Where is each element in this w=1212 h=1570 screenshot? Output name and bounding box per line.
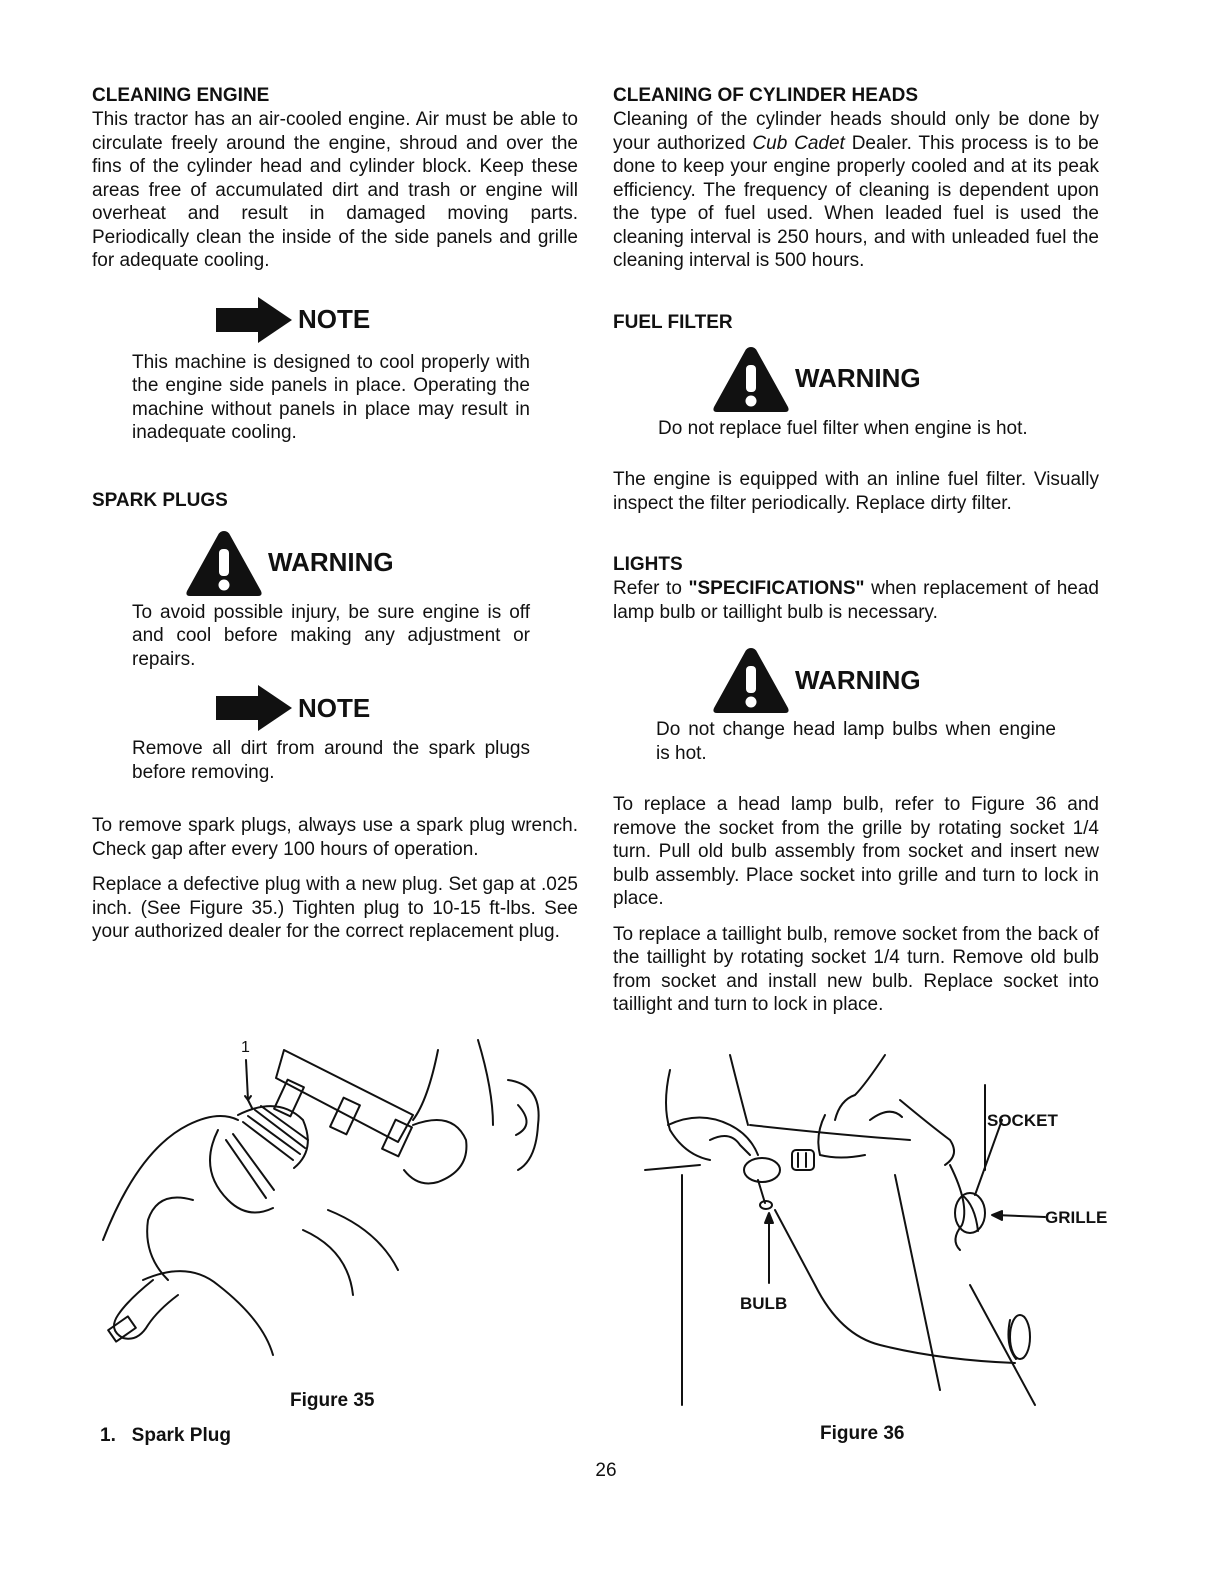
cylinder-heads-heading: CLEANING OF CYLINDER HEADS [613,85,919,106]
fuel-filter-heading: FUEL FILTER [613,311,733,333]
warning-callout [711,343,1099,415]
cylinder-heads-text-part: Dealer. This process is to be done to keep your engine properly cooled and at its peak efficiency. The frequency of cleaning is dependent upon the type of fuel used. When leaded fuel is used the cleaning interval is 250 hours, and with unleaded fuel the cleaning interval is 500 hours. [613,132,1099,271]
note-title: NOTE [298,304,371,334]
cylinder-heads-body [613,108,1099,273]
warning-triangle-icon [711,644,791,716]
warning-body: Do not replace fuel filter when engine is hot. [658,417,1028,439]
socket-label: SOCKET [987,1111,1058,1130]
note-body: This machine is designed to cool properly with the engine side panels in place. Operating the machine without panels in place may result in inadequate cooling. [132,351,530,443]
note-body: Remove all dirt from around the spark plugs before removing. [132,738,530,783]
page-number: 26 [595,1460,617,1481]
grille-label: GRILLE [1045,1208,1108,1227]
specifications-reference: "SPECIFICATIONS" [688,578,865,599]
fuel-filter-paragraph: The engine is equipped with an inline fuel filter. Visually inspect the filter periodically. Replace dirty filter. [613,469,1099,514]
note-title: NOTE [298,692,371,723]
figure-35-illustration [98,1030,568,1380]
lights-body [613,577,1099,624]
warning-callout [711,644,1099,716]
lights-text-part: when replacement of head lamp bulb or taillight bulb is necessary. [613,578,1099,623]
taillight-replacement-paragraph: To replace a taillight bulb, remove socket from the back of the taillight by rotating socket 1/4 turn. Remove old bulb from socket and install new bulb. Replace socket into taillight and turn to lock in place. [613,923,1099,1015]
note-arrow-icon [214,295,294,345]
note-callout [214,683,578,733]
warning-body: Do not change head lamp bulbs when engine is hot. [656,719,1056,764]
spark-plug-replacement-paragraph: Replace a defective plug with a new plug. Set gap at .025 inch. (See Figure 35.) Tighten plug to 10-15 ft-lbs. See your authorized dealer for the correct replacement plug. [92,874,578,942]
cub-cadet-brand: Cub Cadet [752,132,845,154]
warning-callout [184,527,578,599]
cleaning-engine-heading: CLEANING ENGINE [92,85,270,106]
figure-36-illustration [640,1045,1120,1410]
right-column [613,84,1099,1017]
lights-heading: LIGHTS [613,554,683,575]
spark-plugs-heading: SPARK PLUGS [92,489,228,511]
head-lamp-replacement-paragraph: To replace a head lamp bulb, refer to Figure 36 and remove the socket from the grille by rotating socket 1/4 turn. Pull old bulb assembly from socket and insert new bulb assembly. Place socket into grille and turn to lock in place. [613,794,1099,909]
cylinder-heads-text-part: Cleaning of the cylinder heads should only be done by your authorized [613,109,1099,154]
note-callout [214,295,578,345]
warning-triangle-icon [711,343,791,415]
figure-35-callout: 1 [241,1039,250,1056]
figure-35-legend: 1. Spark Plug [100,1425,231,1446]
cleaning-engine-body: This tractor has an air-cooled engine. Air must be able to circulate freely around the engine, shroud and over the fins of the cylinder head and cylinder block. Keep these areas free of accumulated dirt and trash or engine will overheat and result in damaged moving parts. Periodically clean the inside of the side panels and grille for adequate cooling. [92,109,578,271]
warning-triangle-icon [184,527,264,599]
left-column [92,84,578,944]
note-arrow-icon [214,683,294,733]
spark-plug-removal-paragraph: To remove spark plugs, always use a spark plug wrench. Check gap after every 100 hours of operation. [92,815,578,860]
warning-title: WARNING [795,664,921,695]
warning-body: To avoid possible injury, be sure engine is off and cool before making any adjustment or repairs. [132,601,530,670]
figure-36-caption: Figure 36 [820,1423,905,1444]
bulb-label: BULB [740,1294,788,1313]
warning-title: WARNING [795,363,921,393]
warning-title: WARNING [268,547,394,577]
lights-text-part: Refer to [613,578,689,599]
figure-35-caption: Figure 35 [290,1390,375,1411]
